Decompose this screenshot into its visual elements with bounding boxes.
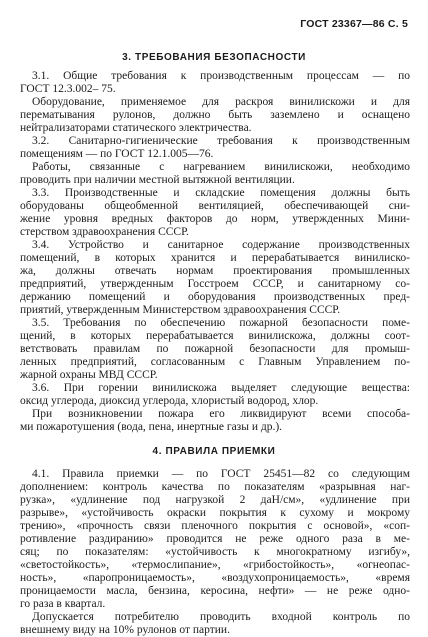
text-line: При возникновении пожара его ликвидируют всеми способа- — [32, 408, 410, 420]
text-line: щений, в которых перерабатывается винилискожа, должны соот- — [20, 330, 410, 342]
text-line: разрыве», «устойчивость окраски покрытия к сухому и мокрому — [20, 507, 410, 519]
text-line: 3.2. Санитарно-гигиенические требования к производственным — [32, 135, 410, 147]
text-line: оборудованы общеобменной вентиляцией, обеспечивающей сни- — [20, 200, 410, 212]
page-header: ГОСТ 23367—86 С. 5 — [300, 18, 408, 30]
text-line: оксид углерода, диоксид углерода, хлористый водород, хлор. — [20, 395, 319, 407]
text-line: ми пожаротушения (вода, пена, инертные газы и др.). — [20, 421, 283, 433]
text-line: дополнением: контроль качества по показателям «разрывная наг- — [20, 481, 410, 493]
text-line: 3.4. Устройство и санитарное содержание производственных — [32, 239, 410, 251]
text-line: Допускается потребителю проводить входной контроль по — [32, 611, 410, 623]
text-line: жа, должны отвечать нормам проектирования промышленных — [20, 265, 410, 277]
text-line: ветствовать правилам по пожарной безопасности для промыш- — [20, 343, 410, 355]
text-line: внешнему виду на 10% рулонов от партии. — [20, 624, 230, 636]
text-line: трению», «прочность связи пленочного покрытия с основой», «соп- — [20, 520, 410, 532]
text-line: «светостойкость», «термослипание», «грибостойкость», «огнеопас- — [20, 559, 410, 571]
text-line: го раза в квартал. — [20, 598, 106, 610]
text-line: ротивление раздиранию» проводится не реже одного раза в ме- — [20, 533, 410, 545]
text-line: 3.5. Требования по обеспечению пожарной безопасности поме- — [32, 317, 410, 329]
section-3-heading: 3. ТРЕБОВАНИЯ БЕЗОПАСНОСТИ — [122, 52, 306, 63]
section-4-heading: 4. ПРАВИЛА ПРИЕМКИ — [152, 446, 276, 457]
text-line: 3.6. При горении винилискожа выделяет следующие вещества: — [32, 382, 410, 394]
text-line: помещениям — по ГОСТ 12.1.005—76. — [20, 148, 214, 160]
text-line: жарной охраны МВД СССР. — [20, 369, 158, 381]
text-line: жение уровня вредных факторов до норм, утвержденных Мини- — [20, 213, 410, 225]
text-line: 4.1. Правила приемки — по ГОСТ 25451—82 со следующим — [32, 468, 410, 480]
text-line: предприятий, утвержденным Госстроем СССР, и санитарному со- — [20, 278, 410, 290]
text-line: держанию помещений и оборудования производственных пред- — [20, 291, 410, 303]
text-line: помещений, в которых хранится и перерабатывается винилиско- — [20, 252, 410, 264]
section-3-body — [20, 70, 410, 434]
text-line: приятий, утвержденным Министерством здравоохранения СССР. — [20, 304, 341, 316]
text-line: стерством здравоохранения СССР. — [20, 226, 189, 238]
text-line: проницаемости масла, бензина, керосина, нефти» — не реже одно- — [20, 585, 410, 597]
text-line: ленных предприятий, согласованным с Главным Управлением по- — [20, 356, 410, 368]
text-line: нейтрализаторами статического электричества. — [20, 122, 252, 134]
text-line: Работы, связанные с нагреванием винилискожи, необходимо — [32, 161, 410, 173]
text-line: Оборудование, применяемое для раскроя винилискожи и для — [32, 96, 410, 108]
text-line: ГОСТ 12.3.002– 75. — [20, 83, 116, 95]
text-line: 3.1. Общие требования к производственным процессам — по — [32, 70, 410, 82]
text-line: перематывания рулонов, должно быть заземлено и оснащено — [20, 109, 410, 121]
text-line: сяц; по показателям: «устойчивость к многократному изгибу», — [20, 546, 410, 558]
text-line: проводить при наличии местной вытяжной вентиляции. — [20, 174, 295, 186]
text-line: рузка», «удлинение под нагрузкой 2 даН/см», «удлинение при — [20, 494, 410, 506]
text-line: ность», «паропроницаемость», «воздухопроницаемость», «время — [20, 572, 410, 584]
text-line: 3.3. Производственные и складские помещения должны быть — [32, 187, 410, 199]
section-4-text — [20, 468, 410, 637]
